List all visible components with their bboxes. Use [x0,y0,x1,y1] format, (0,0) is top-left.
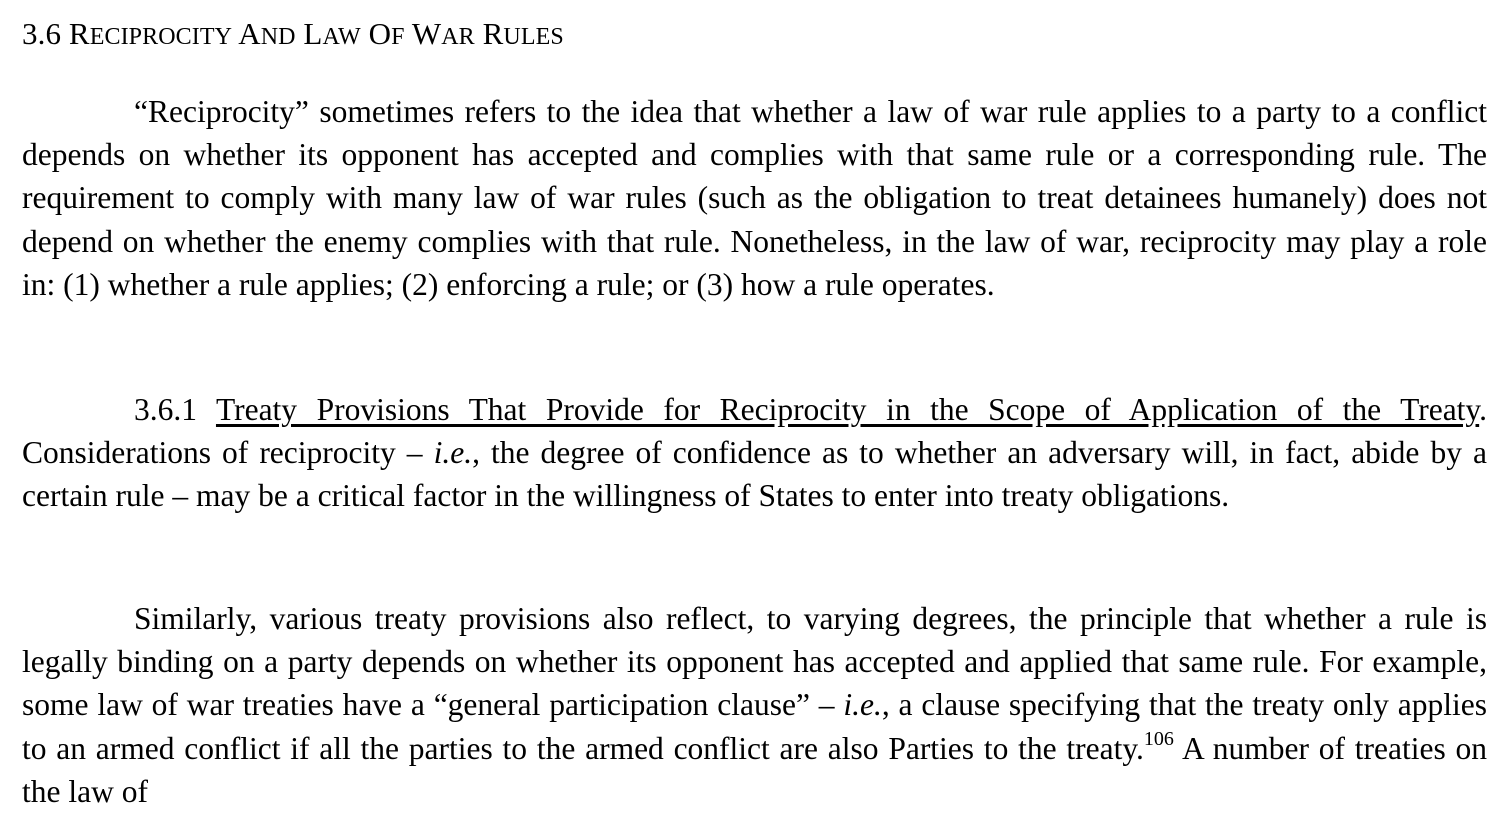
paragraph-text-rest: , the degree of confidence as to whether an adversary will, in fact, abide by a certain rule – may be a critical factor in the willingness of States to enter into treaty obligations. [22,435,1487,514]
italic-ie: i.e. [843,687,882,723]
section-number: 3.6 [22,16,62,51]
paragraph-text-lead: . Considerations of reciprocity – [22,392,1488,471]
paragraph-text-a: Similarly, various treaty provisions also reflect, to varying degrees, the principle that whether a rule is legally binding on a party depends on whether its opponent has accepted and applied that same rule. For example, some law of war treaties have a “general participation clause” – [22,601,1487,723]
section-heading [22,14,564,57]
section-title: RECIPROCITY AND LAW OF WAR RULES [68,16,564,51]
subsection-title: Treaty Provisions That Provide for Reciprocity in the Scope of Application of the Treaty [215,392,1480,427]
subsection-number: 3.6.1 [134,392,197,427]
paragraph-general-participation [22,597,1487,813]
italic-ie: i.e. [433,435,473,471]
paragraph-text: “Reciprocity” sometimes refers to the idea that whether a law of war rule applies to a party to a conflict depends on whether its opponent has accepted and complies with that same rule or a corresponding rule. The requirement to comply with many law of war rules (such as the obligation to treat detainees humanely) does not depend on whether the enemy complies with that rule. Nonetheless, in the law of war, reciprocity may play a role in: (1) whether a rule applies; (2) enforcing a rule; or (3) how a rule operates. [22,94,1487,302]
footnote-reference[interactable]: 106 [1143,728,1174,751]
paragraph-text-b: , a clause specifying that the treaty only applies to an armed conflict if all the parties to the armed conflict are also Parties to the treaty. [22,687,1487,766]
paragraph-reciprocity-definition [22,90,1487,306]
paragraph-text-c: A number of treaties on the law of [22,730,1487,809]
paragraph-treaty-provisions [22,388,1487,518]
